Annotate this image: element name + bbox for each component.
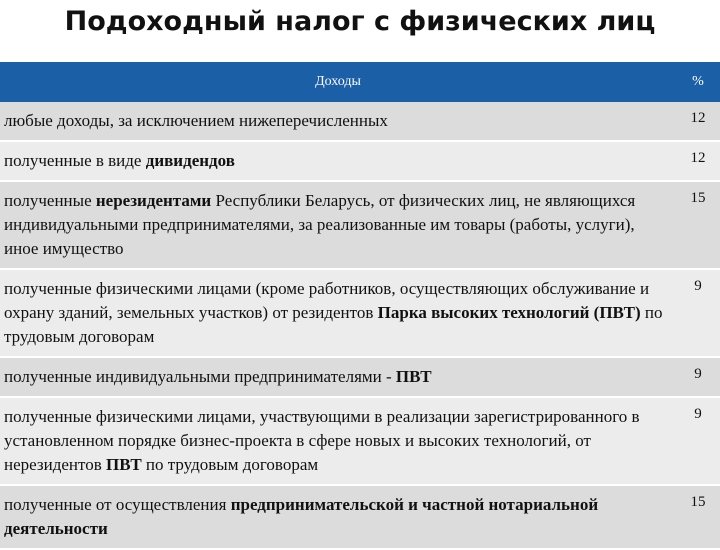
emphasized-text: Парка высоких технологий (ПВТ) [377, 303, 641, 322]
text-segment: полученные в виде [4, 151, 146, 170]
table-body [0, 102, 720, 549]
tax-rate: 9 [676, 357, 720, 397]
text-segment: любые доходы, за исключением нижеперечисленных [4, 111, 388, 130]
table-row [0, 357, 720, 397]
table-row [0, 397, 720, 485]
tax-rate: 9 [676, 269, 720, 357]
income-description [0, 141, 676, 181]
column-header-percent: % [676, 62, 720, 102]
emphasized-text: предпринимательской и частной нотариальной деятельности [4, 495, 599, 538]
column-header-income: Доходы [0, 62, 676, 102]
tax-rates-table [0, 62, 720, 550]
tax-rate: 15 [676, 485, 720, 549]
tax-rate: 12 [676, 141, 720, 181]
text-segment: Республики Беларусь, от физических лиц, не являющихся индивидуальными предпринимателями, за реализованные им товары (работы, услуги), иное имущество [4, 191, 636, 258]
income-description [0, 357, 676, 397]
table-header-row [0, 62, 720, 102]
text-segment: полученные индивидуальными предпринимателями - [4, 367, 396, 386]
income-description [0, 181, 676, 269]
table-row [0, 181, 720, 269]
emphasized-text: ПВТ [105, 455, 142, 474]
table-row [0, 141, 720, 181]
table-row [0, 485, 720, 549]
table-row [0, 102, 720, 141]
text-segment: полученные физическими лицами, участвующими в реализации зарегистрированного в установленном порядке бизнес-проекта в сфере новых и высоких технологий, от нерезидентов [4, 407, 640, 474]
income-description [0, 269, 676, 357]
emphasized-text: нерезидентами [95, 191, 212, 210]
text-segment: по трудовым договорам [4, 303, 663, 346]
income-description [0, 397, 676, 485]
tax-rate: 15 [676, 181, 720, 269]
table-row [0, 269, 720, 357]
emphasized-text: дивидендов [145, 151, 235, 170]
tax-rate: 12 [676, 102, 720, 141]
text-segment: полученные [4, 191, 96, 210]
text-segment: полученные от осуществления [4, 495, 231, 514]
income-description [0, 102, 676, 141]
emphasized-text: ПВТ [395, 367, 432, 386]
page-title: Подоходный налог с физических лиц [64, 6, 656, 37]
text-segment: полученные физическими лицами (кроме работников, осуществляющих обслуживание и охрану зданий, земельных участков) от резидентов [4, 279, 650, 322]
text-segment: по трудовым договорам [141, 455, 319, 474]
tax-rate: 9 [676, 397, 720, 485]
income-description [0, 485, 676, 549]
